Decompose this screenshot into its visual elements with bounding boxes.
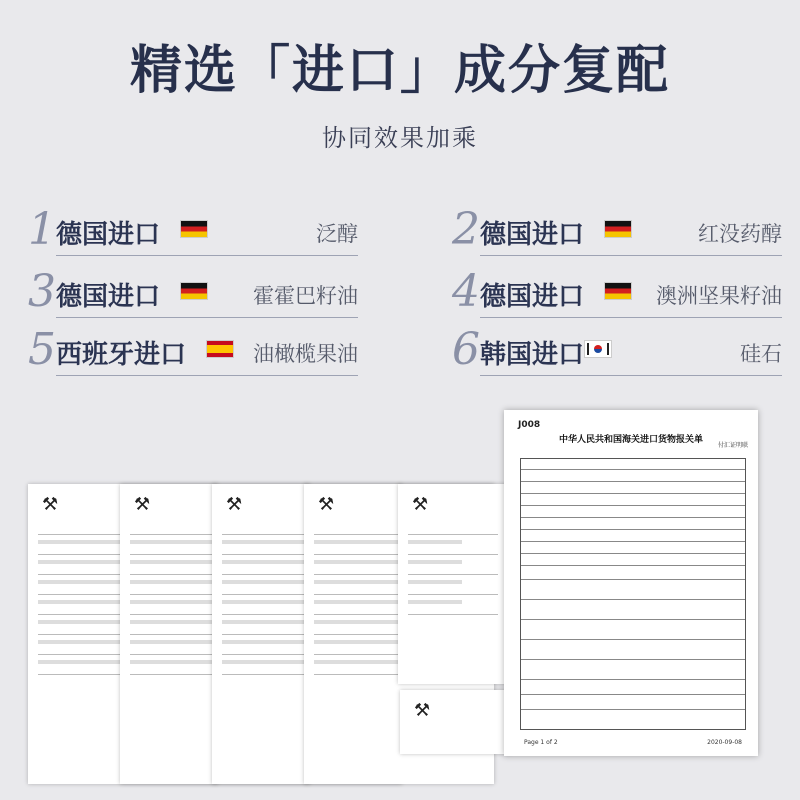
- divider: [480, 317, 782, 318]
- germany-flag-icon: [180, 282, 208, 300]
- form-code: J008: [518, 420, 541, 430]
- customs-document: [400, 690, 510, 754]
- customs-document: [398, 484, 508, 684]
- germany-flag-icon: [180, 220, 208, 238]
- item-ingredient: 澳洲坚果籽油: [656, 284, 782, 308]
- item-origin: 韩国进口: [480, 340, 585, 370]
- customs-emblem-icon: ⚒: [318, 494, 335, 515]
- spain-flag-icon: [206, 340, 234, 358]
- ingredient-item-2: [452, 204, 782, 256]
- germany-flag-icon: [604, 282, 632, 300]
- item-number: 4: [452, 266, 480, 317]
- item-number: 1: [28, 204, 56, 255]
- customs-emblem-icon: ⚒: [226, 494, 243, 515]
- item-ingredient: 霍霍巴籽油: [253, 284, 358, 308]
- declaration-date: 2020-09-08: [707, 739, 742, 746]
- item-number: 2: [452, 204, 480, 255]
- divider: [56, 375, 358, 376]
- item-origin: 德国进口: [56, 220, 161, 250]
- ingredient-item-3: [28, 266, 358, 318]
- page-title: 精选「进口」成分复配: [129, 41, 670, 101]
- item-origin: 德国进口: [480, 282, 585, 312]
- ingredient-item-4: [452, 266, 782, 318]
- item-ingredient: 红没药醇: [698, 222, 782, 246]
- item-ingredient: 硅石: [740, 342, 782, 366]
- customs-emblem-icon: ⚒: [412, 494, 429, 515]
- item-number: 6: [452, 324, 480, 375]
- item-origin: 德国进口: [480, 220, 585, 250]
- declaration-table: [520, 458, 746, 730]
- ingredient-item-5: [28, 324, 358, 376]
- divider: [56, 255, 358, 256]
- declaration-title: 中华人民共和国海关进口货物报关单: [558, 435, 703, 445]
- item-number: 3: [28, 266, 56, 317]
- item-origin: 德国进口: [56, 282, 161, 312]
- customs-emblem-icon: ⚒: [134, 494, 151, 515]
- item-number: 5: [28, 324, 56, 375]
- divider: [480, 255, 782, 256]
- korea-flag-icon: [584, 340, 612, 358]
- ingredient-item-1: [28, 204, 358, 256]
- item-origin: 西班牙进口: [56, 340, 187, 370]
- page-number: Page 1 of 2: [524, 739, 558, 746]
- declaration-stamp: 付汇证明联: [717, 442, 748, 449]
- customs-emblem-icon: ⚒: [42, 494, 59, 515]
- germany-flag-icon: [604, 220, 632, 238]
- ingredient-item-6: [452, 324, 782, 376]
- page-subtitle: 协同效果加乘: [322, 124, 478, 152]
- customs-emblem-icon: ⚒: [414, 700, 431, 721]
- customs-declaration-document: [504, 410, 758, 756]
- divider: [56, 317, 358, 318]
- divider: [480, 375, 782, 376]
- item-ingredient: 油橄榄果油: [253, 342, 358, 366]
- item-ingredient: 泛醇: [316, 222, 358, 246]
